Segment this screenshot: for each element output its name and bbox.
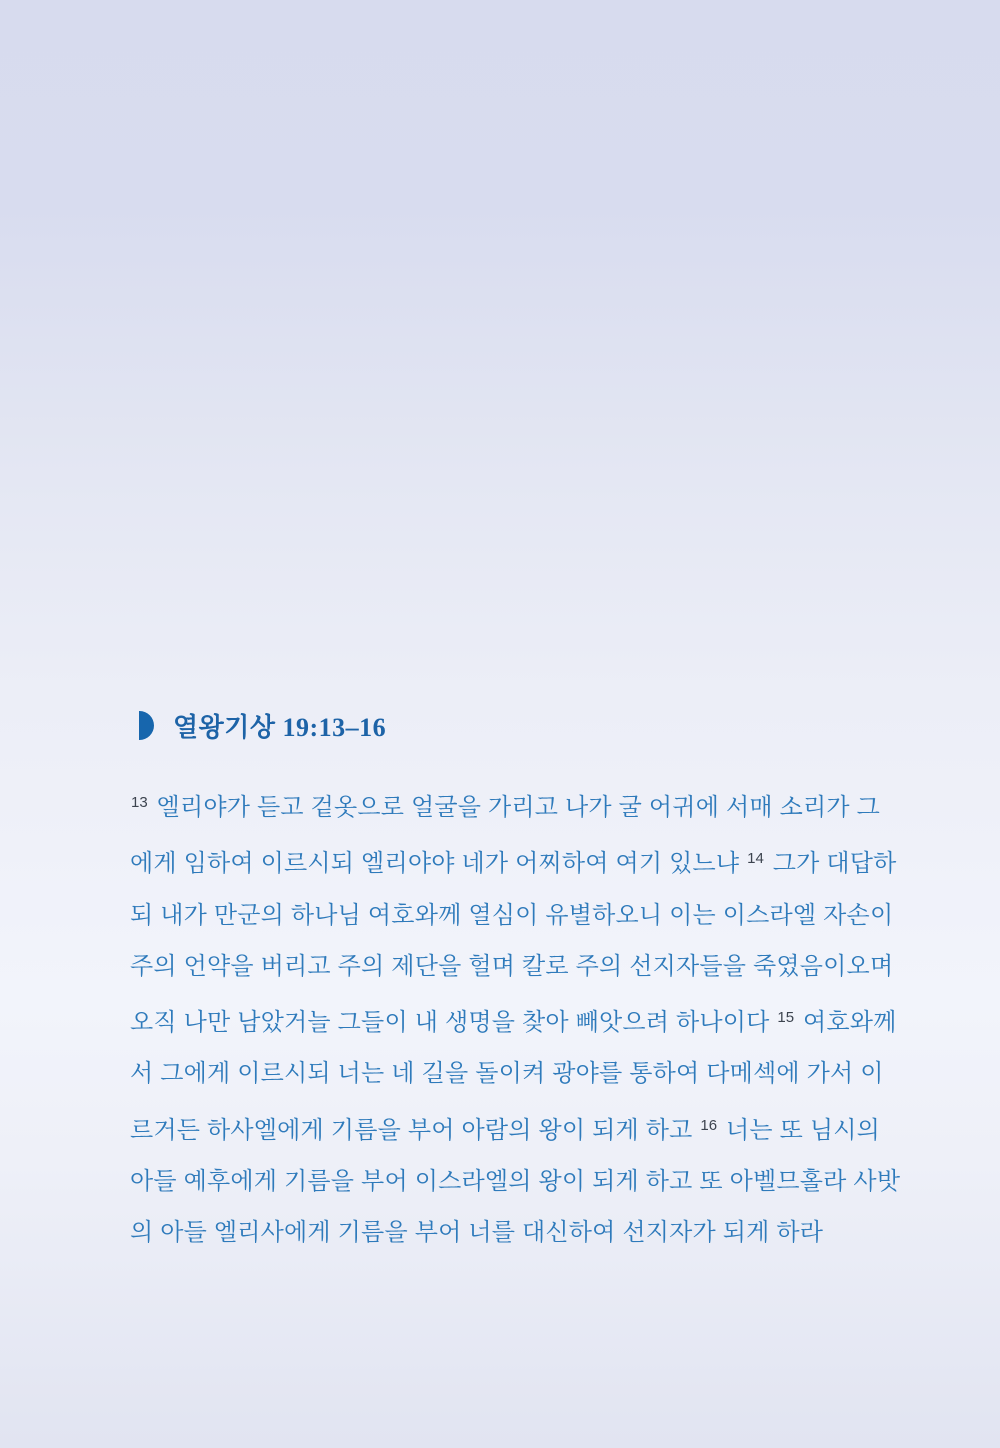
verse-text-segment: 에게 임하여 이르시되 엘리야야 네가 어찌하여 여기 있느냐 (130, 850, 747, 878)
half-circle-bullet-icon (139, 711, 154, 740)
passage-line (130, 1048, 884, 1099)
passage-line (130, 1100, 880, 1156)
verse-text-segment: 주의 언약을 버리고 주의 제단을 헐며 칼로 주의 선지자들을 죽였음이오며 (130, 952, 894, 980)
verse-number: 13 (131, 794, 148, 811)
verse-number: 14 (747, 850, 764, 868)
verse-text-segment: 르거든 하사엘에게 기름을 부어 아람의 왕이 되게 하고 (130, 1116, 700, 1144)
verse-number: 16 (700, 1116, 718, 1134)
passage-line (130, 833, 897, 889)
passage-reference-title: 열왕기상 19:13–16 (173, 712, 387, 742)
verse-text-segment: 되 내가 만군의 하나님 여호와께 열심이 유별하오니 이는 이스라엘 자손이 (130, 901, 894, 929)
passage-line (130, 777, 880, 833)
passage-line (130, 992, 897, 1048)
verse-text-segment: 엘리야가 듣고 겉옷으로 얼굴을 가리고 나가 굴 어귀에 서매 소리가 그 (149, 794, 880, 821)
verse-number: 15 (777, 1009, 795, 1027)
passage-text (130, 777, 901, 1259)
passage-line (130, 1156, 901, 1207)
passage-header (139, 708, 386, 742)
verse-text-segment: 서 그에게 이르시되 너는 네 길을 돌이켜 광야를 통하여 다메섹에 가서 이 (130, 1060, 884, 1088)
verse-text-segment: 그가 대답하 (765, 850, 897, 878)
passage-line (130, 1207, 824, 1258)
verse-text-segment: 너는 또 님시의 (719, 1116, 880, 1144)
verse-text-segment: 여호와께 (796, 1009, 897, 1037)
verse-text-segment: 아들 예후에게 기름을 부어 이스라엘의 왕이 되게 하고 또 아벨므홀라 사밧 (130, 1168, 901, 1196)
verse-text-segment: 오직 나만 남았거늘 그들이 내 생명을 찾아 빼앗으려 하나이다 (130, 1009, 777, 1037)
passage-line (130, 941, 894, 992)
passage-line (130, 890, 894, 941)
verse-text-segment: 의 아들 엘리사에게 기름을 부어 너를 대신하여 선지자가 되게 하라 (130, 1219, 824, 1247)
